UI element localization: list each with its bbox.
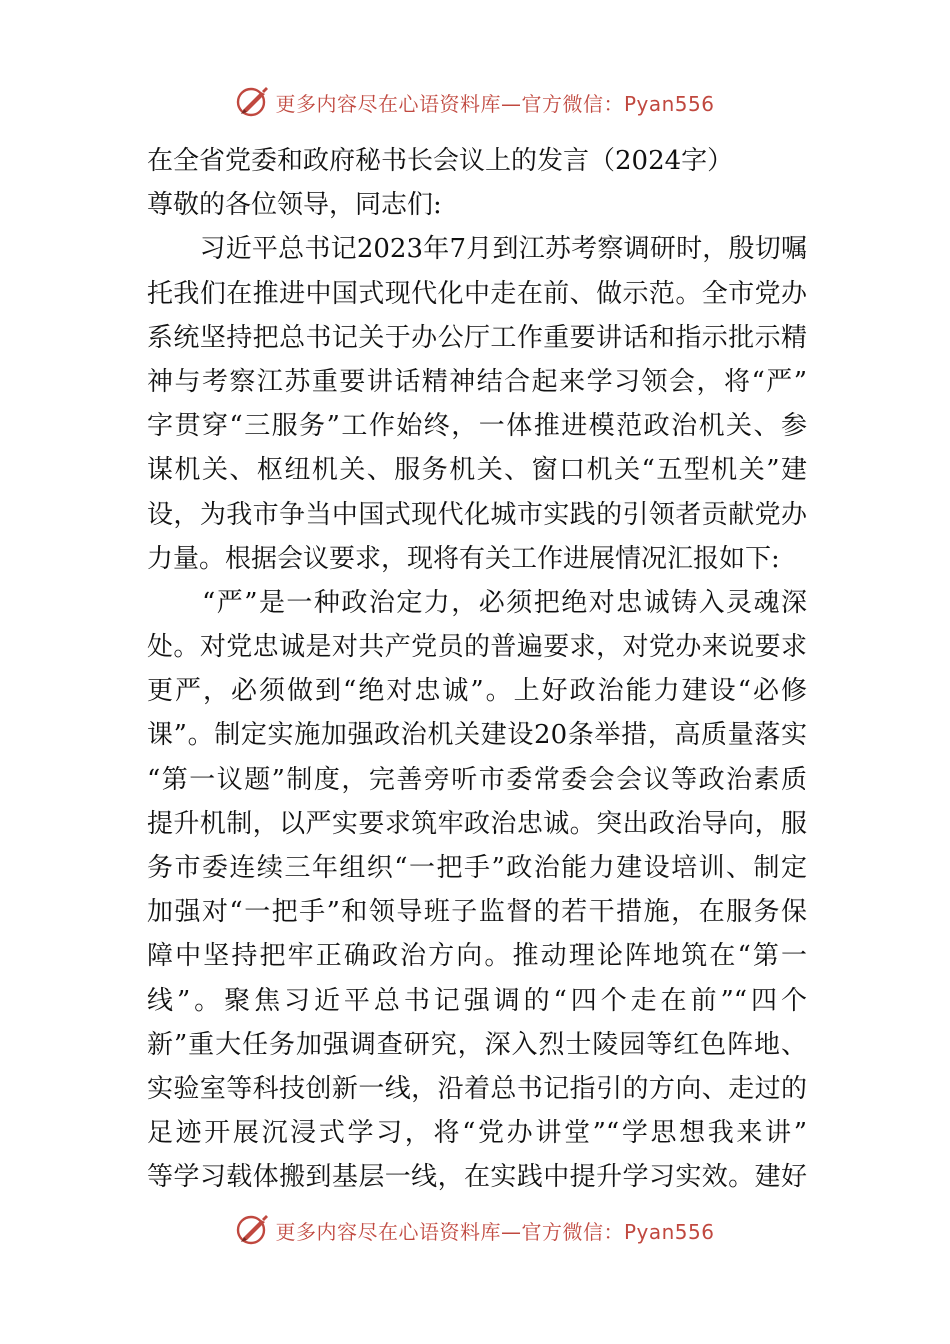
text-line: 更严，必须做到“绝对忠诚”。上好政治能力建设“必修 <box>147 676 807 707</box>
text-line: 足迹开展沉浸式学习，将“党办讲堂”“学思想我来讲” <box>147 1118 807 1149</box>
text-line: “严”是一种政治定力，必须把绝对忠诚铸入灵魂深 <box>147 587 807 618</box>
document-title: 在全省党委和政府秘书长会议上的发言（2024字） <box>147 146 734 176</box>
text-line: 设，为我市争当中国式现代化城市实践的引领者贡献党办 <box>147 499 807 530</box>
watermark-text: 更多内容尽在心语资料库—官方微信：Pyan556 <box>275 1219 715 1244</box>
text-line: 课”。制定实施加强政治机关建设20条举措，高质量落实 <box>147 720 807 751</box>
text-line: 系统坚持把总书记关于办公厅工作重要讲话和指示批示精 <box>147 322 807 353</box>
text-line: 谋机关、枢纽机关、服务机关、窗口机关“五型机关”建 <box>147 455 807 486</box>
text-line: 托我们在推进中国式现代化中走在前、做示范。全市党办 <box>147 278 807 309</box>
pen-logo-icon <box>235 84 271 120</box>
text-line: 加强对“一把手”和领导班子监督的若干措施，在服务保 <box>147 897 807 928</box>
text-line: 字贯穿“三服务”工作始终，一体推进模范政治机关、参 <box>147 411 807 442</box>
text-line: 等学习载体搬到基层一线，在实践中提升学习实效。建好 <box>147 1162 807 1193</box>
text-line: 障中坚持把牢正确政治方向。推动理论阵地筑在“第一 <box>147 941 807 972</box>
text-line: 务市委连续三年组织“一把手”政治能力建设培训、制定 <box>147 853 807 883</box>
document-body <box>147 139 807 1200</box>
text-line: 力量。根据会议要求，现将有关工作进展情况汇报如下: <box>147 543 780 574</box>
text-line: 实验室等科技创新一线，沿着总书记指引的方向、走过的 <box>147 1073 807 1104</box>
salutation: 尊敬的各位领导，同志们: <box>147 190 442 221</box>
text-line: 线”。聚焦习近平总书记强调的“四个走在前”“四个 <box>147 985 807 1016</box>
watermark-text: 更多内容尽在心语资料库—官方微信：Pyan556 <box>275 91 715 116</box>
text-line: 神与考察江苏重要讲话精神结合起来学习领会，将“严” <box>147 366 807 397</box>
text-line: 处。对党忠诚是对共产党员的普遍要求，对党办来说要求 <box>147 632 807 663</box>
text-line: 新”重大任务加强调查研究，深入烈士陵园等红色阵地、 <box>147 1029 807 1060</box>
text-line: “第一议题”制度，完善旁听市委常委会会议等政治素质 <box>147 764 807 795</box>
watermark-top <box>0 80 950 124</box>
text-line: 提升机制，以严实要求筑牢政治忠诚。突出政治导向，服 <box>147 808 807 839</box>
watermark-bottom <box>0 1208 950 1252</box>
pen-logo-icon <box>235 1212 271 1248</box>
text-line: 习近平总书记2023年7月到江苏考察调研时，殷切嘱 <box>147 234 807 265</box>
